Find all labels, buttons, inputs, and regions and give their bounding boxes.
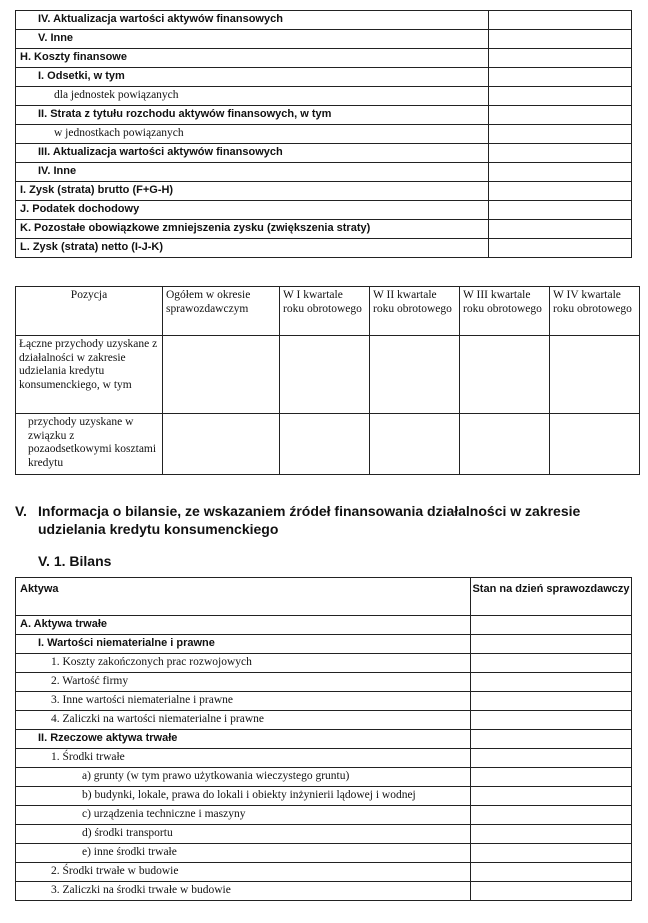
value-cell[interactable]	[489, 239, 632, 258]
table-row	[16, 144, 632, 163]
table-row	[16, 844, 632, 863]
row-label: 2. Środki trwałe w budowie	[16, 863, 471, 882]
table-row	[16, 635, 632, 654]
income-statement-table	[15, 10, 632, 258]
table-row	[16, 768, 632, 787]
value-cell[interactable]	[471, 730, 632, 749]
table-row	[16, 673, 632, 692]
row-label: IV. Inne	[16, 163, 489, 182]
row-label: 4. Zaliczki na wartości niematerialne i prawne	[16, 711, 471, 730]
row-label: A. Aktywa trwałe	[16, 616, 471, 635]
value-cell[interactable]	[163, 336, 280, 414]
row-label: V. Inne	[16, 30, 489, 49]
table-row	[16, 806, 632, 825]
row-label: a) grunty (w tym prawo użytkowania wieczystego gruntu)	[16, 768, 471, 787]
value-cell[interactable]	[471, 863, 632, 882]
row-label: L. Zysk (strata) netto (I-J-K)	[16, 239, 489, 258]
quarterly-revenue-table	[15, 286, 640, 475]
table-row	[16, 787, 632, 806]
table-row	[16, 106, 632, 125]
table-row	[16, 239, 632, 258]
value-cell[interactable]	[489, 144, 632, 163]
value-cell[interactable]	[489, 182, 632, 201]
header-q2: W II kwartale roku obrotowego	[370, 287, 460, 336]
table-row	[16, 163, 632, 182]
value-cell[interactable]	[471, 616, 632, 635]
table-row	[16, 882, 632, 901]
row-label: dla jednostek powiązanych	[16, 87, 489, 106]
value-cell[interactable]	[489, 87, 632, 106]
row-label: 3. Zaliczki na środki trwałe w budowie	[16, 882, 471, 901]
value-cell[interactable]	[471, 749, 632, 768]
value-cell[interactable]	[163, 414, 280, 475]
table-row	[16, 220, 632, 239]
header-stan: Stan na dzień sprawozdawczy	[471, 578, 632, 616]
value-cell[interactable]	[280, 336, 370, 414]
table-row	[16, 49, 632, 68]
value-cell[interactable]	[489, 106, 632, 125]
value-cell[interactable]	[460, 414, 550, 475]
header-q1: W I kwartale roku obrotowego	[280, 287, 370, 336]
header-pozycja: Pozycja	[16, 287, 163, 336]
row-label: H. Koszty finansowe	[16, 49, 489, 68]
row-label: d) środki transportu	[16, 825, 471, 844]
table-row	[16, 30, 632, 49]
row-label: II. Strata z tytułu rozchodu aktywów finansowych, w tym	[16, 106, 489, 125]
value-cell[interactable]	[370, 336, 460, 414]
section-title: Informacja o bilansie, ze wskazaniem źródeł finansowania działalności w zakresie udzielania kredytu konsumenckiego	[38, 503, 581, 537]
row-label: w jednostkach powiązanych	[16, 125, 489, 144]
income-statement-body	[16, 11, 632, 258]
table-row	[16, 68, 632, 87]
value-cell[interactable]	[471, 787, 632, 806]
row-label: III. Aktualizacja wartości aktywów finansowych	[16, 144, 489, 163]
header-aktywa: Aktywa	[16, 578, 471, 616]
table-row	[16, 730, 632, 749]
row-label: I. Zysk (strata) brutto (F+G-H)	[16, 182, 489, 201]
value-cell[interactable]	[489, 163, 632, 182]
table-row	[16, 125, 632, 144]
row-label: IV. Aktualizacja wartości aktywów finansowych	[16, 11, 489, 30]
value-cell[interactable]	[489, 11, 632, 30]
table-row	[16, 654, 632, 673]
value-cell[interactable]	[471, 692, 632, 711]
value-cell[interactable]	[489, 68, 632, 87]
value-cell[interactable]	[489, 220, 632, 239]
value-cell[interactable]	[550, 336, 640, 414]
balance-sheet-table	[15, 577, 632, 901]
value-cell[interactable]	[460, 336, 550, 414]
quarterly-header-row	[16, 287, 640, 336]
row-label: b) budynki, lokale, prawa do lokali i obiekty inżynierii lądowej i wodnej	[16, 787, 471, 806]
value-cell[interactable]	[471, 844, 632, 863]
value-cell[interactable]	[489, 30, 632, 49]
table-row	[16, 336, 640, 414]
value-cell[interactable]	[370, 414, 460, 475]
table-row	[16, 711, 632, 730]
row-label: J. Podatek dochodowy	[16, 201, 489, 220]
table-row	[16, 11, 632, 30]
table-row	[16, 863, 632, 882]
row-label: 1. Koszty zakończonych prac rozwojowych	[16, 654, 471, 673]
value-cell[interactable]	[471, 673, 632, 692]
row-label: c) urządzenia techniczne i maszyny	[16, 806, 471, 825]
value-cell[interactable]	[489, 201, 632, 220]
value-cell[interactable]	[471, 654, 632, 673]
row-label: I. Odsetki, w tym	[16, 68, 489, 87]
row-label-non-interest-revenue: przychody uzyskane w związku z pozaodsetkowymi kosztami kredytu	[16, 414, 163, 475]
balance-sheet-body	[16, 616, 632, 901]
balance-header-row	[16, 578, 632, 616]
table-row	[16, 414, 640, 475]
subsection-title: V. 1. Bilans	[38, 553, 112, 569]
value-cell[interactable]	[489, 49, 632, 68]
table-row	[16, 692, 632, 711]
row-label: 1. Środki trwałe	[16, 749, 471, 768]
value-cell[interactable]	[471, 635, 632, 654]
row-label: K. Pozostałe obowiązkowe zmniejszenia zysku (zwiększenia straty)	[16, 220, 489, 239]
value-cell[interactable]	[471, 882, 632, 901]
header-q3: W III kwartale roku obrotowego	[460, 287, 550, 336]
value-cell[interactable]	[471, 825, 632, 844]
row-label: e) inne środki trwałe	[16, 844, 471, 863]
table-row	[16, 182, 632, 201]
row-label: 3. Inne wartości niematerialne i prawne	[16, 692, 471, 711]
table-row	[16, 87, 632, 106]
header-total: Ogółem w okresie sprawozdawczym	[163, 287, 280, 336]
table-row	[16, 749, 632, 768]
value-cell[interactable]	[550, 414, 640, 475]
row-label: 2. Wartość firmy	[16, 673, 471, 692]
section-number: V.	[15, 503, 27, 519]
row-label-total-revenue: Łączne przychody uzyskane z działalności w zakresie udzielania kredytu konsumenckiego, w tym	[16, 336, 163, 414]
table-row	[16, 825, 632, 844]
table-row	[16, 201, 632, 220]
value-cell[interactable]	[280, 414, 370, 475]
value-cell[interactable]	[489, 125, 632, 144]
table-row	[16, 616, 632, 635]
header-q4: W IV kwartale roku obrotowego	[550, 287, 640, 336]
row-label: I. Wartości niematerialne i prawne	[16, 635, 471, 654]
value-cell[interactable]	[471, 806, 632, 825]
value-cell[interactable]	[471, 711, 632, 730]
row-label: II. Rzeczowe aktywa trwałe	[16, 730, 471, 749]
value-cell[interactable]	[471, 768, 632, 787]
